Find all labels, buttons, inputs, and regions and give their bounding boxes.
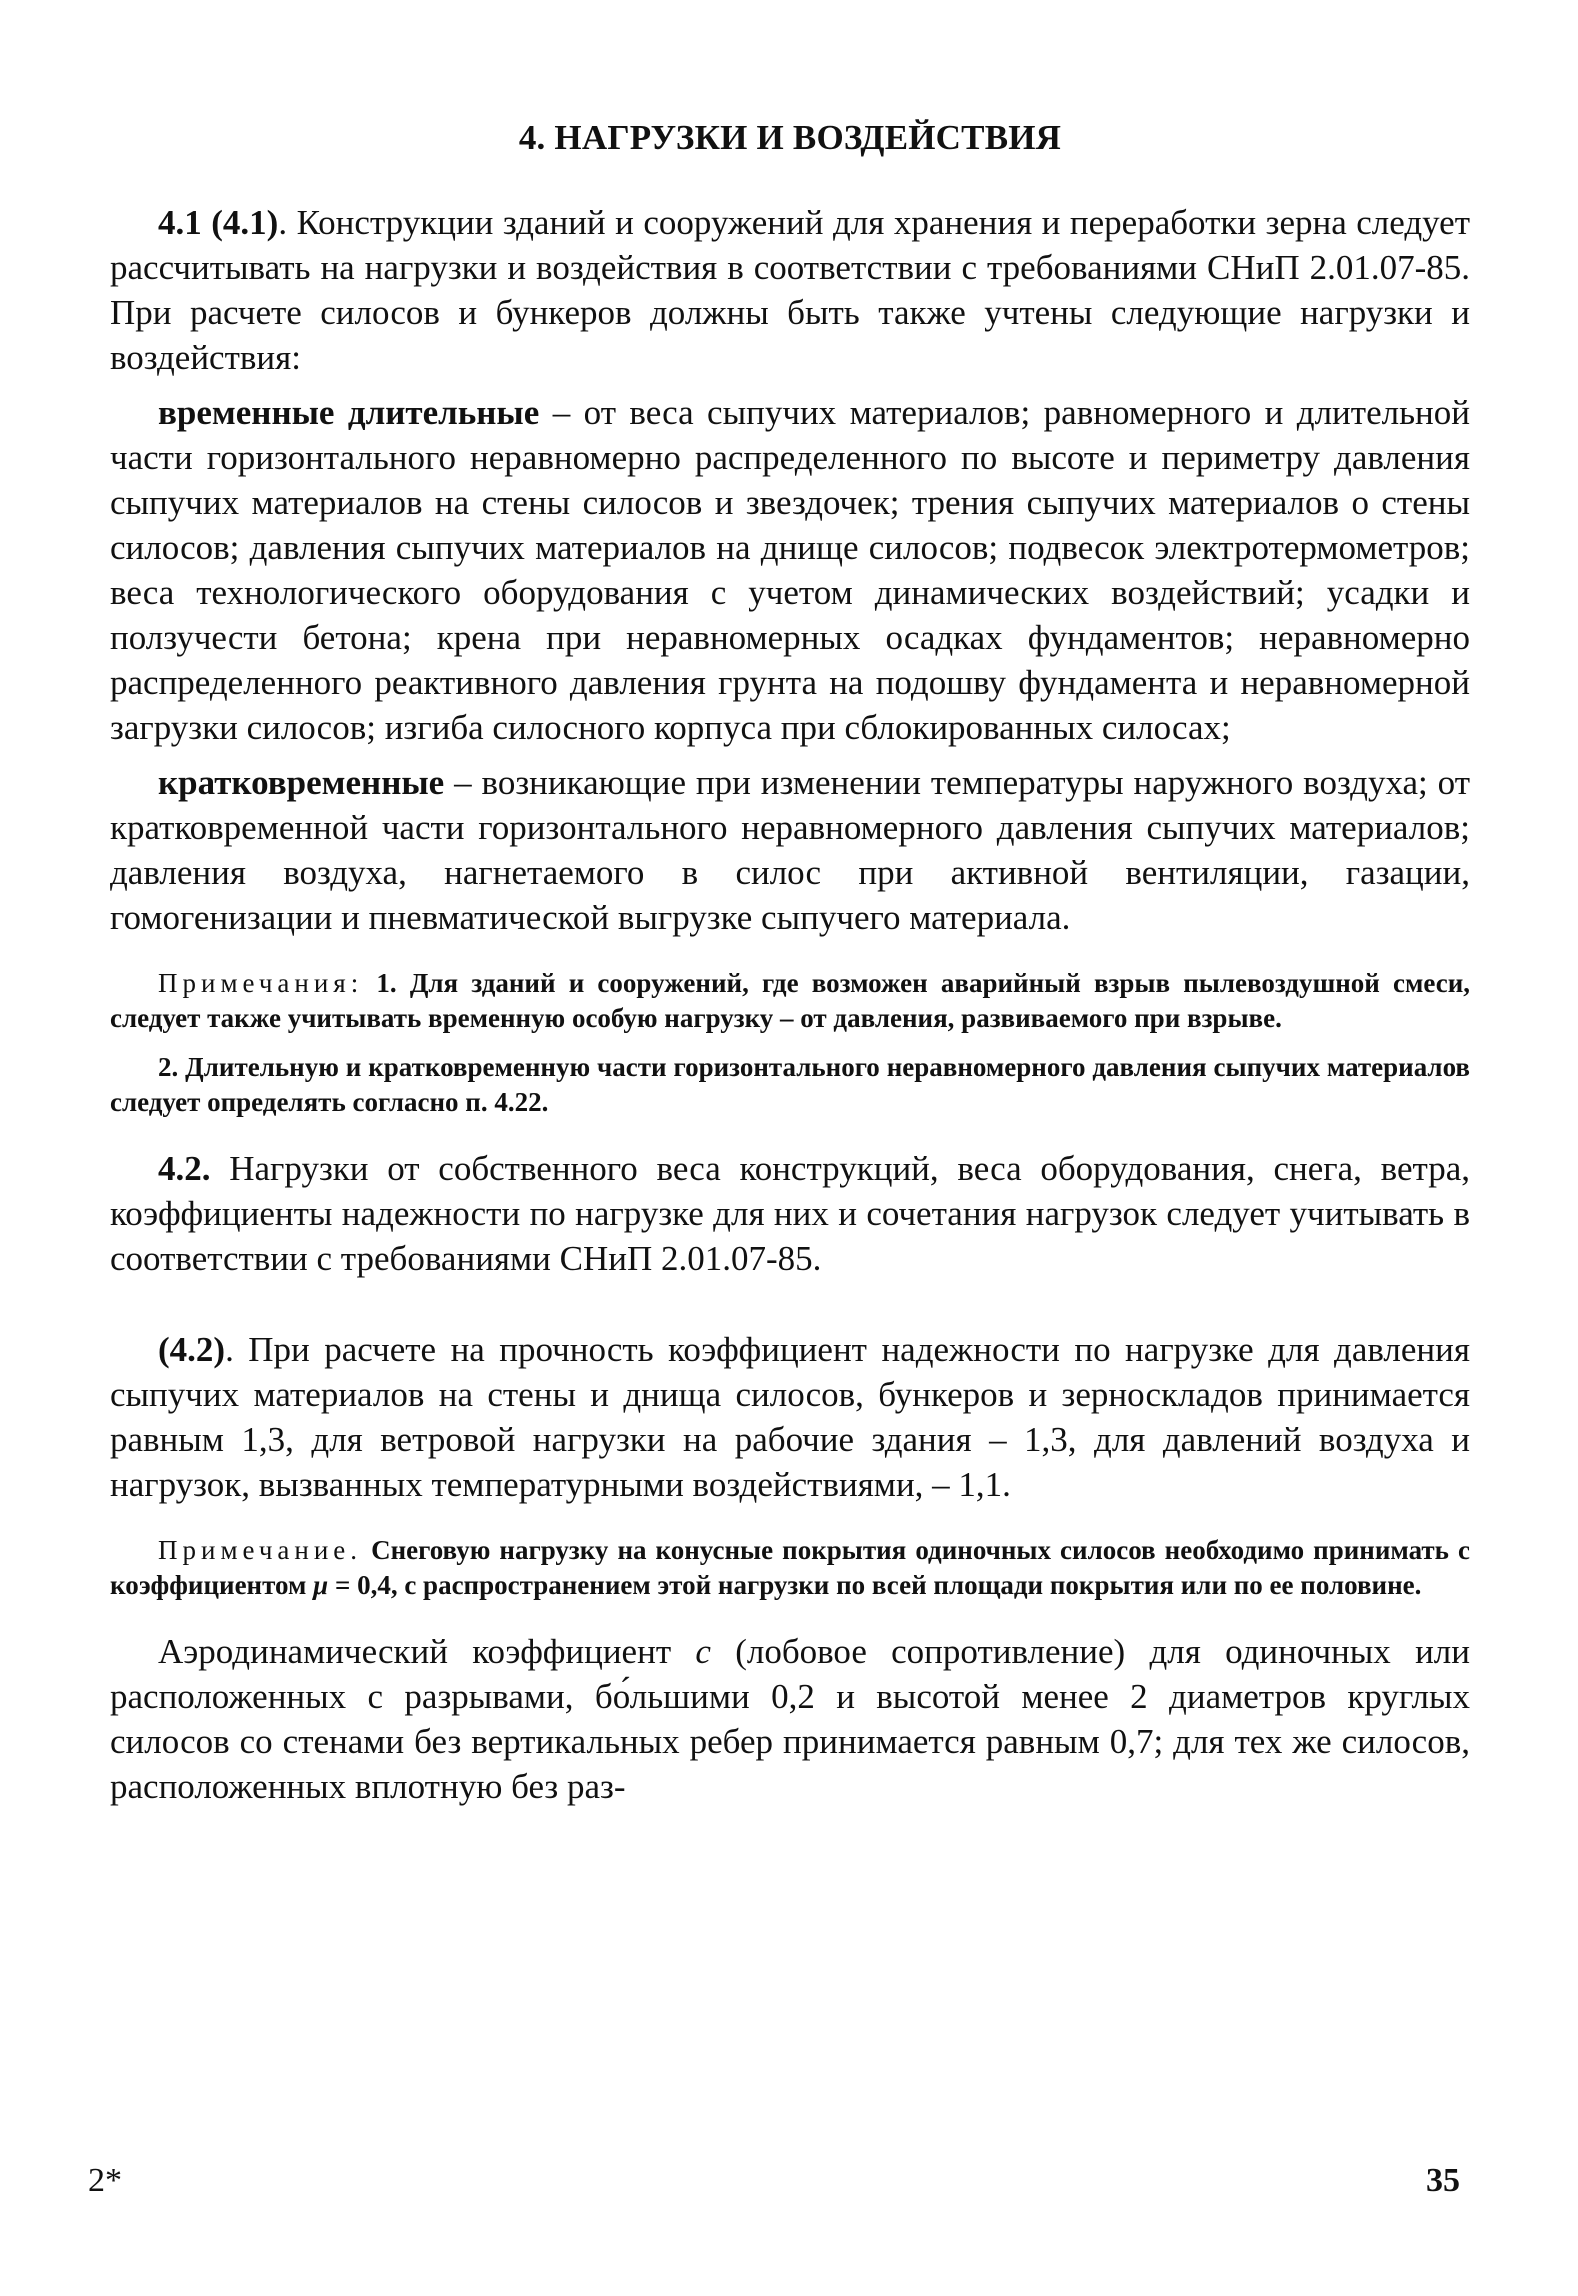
mu-symbol: μ [313, 1570, 329, 1600]
section-heading: 4. НАГРУЗКИ И ВОЗДЕЙСТВИЯ [518, 118, 1062, 157]
paragraph-aerodynamic [110, 1629, 1470, 1809]
term-short-term: кратковременные [158, 763, 445, 802]
paragraph-text: – от веса сыпучих материалов; равномерного и длительной части горизонтального неравномерно распределенного по высоте и периметру давления сыпучих материалов на стены силосов и звездочек; трения сыпучих материалов о стены силосов; давления сыпучих материалов на днище силосов; подвесок электротермометров; веса технологического оборудования с учетом динамических воздействий; усадки и ползучести бетона; крена при неравномерных осадках фундаментов; неравномерно распределенного реактивного давления грунта на подошву фундамента и неравномерной загрузки силосов; изгиба силосного корпуса при сблокированных силосах; [110, 393, 1470, 747]
paragraph-short-term-loads [110, 760, 1470, 940]
paragraph-text-2: (лобовое сопротивление) для одиночных или расположенных с разрывами, бо́льшими 0,2 и высотой менее 2 диаметров круглых силосов со стенами без вертикальных ребер принимается равным 0,7; для тех же силосов, расположенных вплотную без раз- [110, 1632, 1470, 1806]
note-text-1: Снеговую нагрузку на конусные покрытия одиночных силосов необходимо принимать с коэффициентом [110, 1535, 1470, 1600]
page-number: 35 [1426, 2162, 1460, 2199]
notes-block-2 [110, 1050, 1470, 1120]
paragraph-4-2 [110, 1146, 1470, 1281]
note-2-text: 2. Длительную и кратковременную части горизонтального неравномерного давления сыпучих материалов следует определять согласно п. 4.22. [110, 1052, 1470, 1117]
note-1-text: 1. Для зданий и сооружений, где возможен аварийный взрыв пылевоздушной смеси, следует также учитывать временную особую нагрузку – от давления, развиваемого при взрыве. [110, 968, 1470, 1033]
clause-number: (4.2) [158, 1330, 226, 1369]
note-snow-load [110, 1533, 1470, 1603]
paragraph-long-term-loads [110, 390, 1470, 750]
notes-label: Примечания: [158, 968, 364, 998]
paragraph-text: . При расчете на прочность коэффициент надежности по нагрузке для давления сыпучих материалов на стены и днища силосов, бункеров и зерноскладов принимается равным 1,3, для ветровой нагрузки на рабочие здания – 1,3, для давлений воздуха и нагрузок, вызванных температурными воздействиями, – 1,1. [110, 1330, 1470, 1504]
document-page [110, 118, 1470, 1819]
paragraph-text: Нагрузки от собственного веса конструкций, веса оборудования, снега, ветра, коэффициенты надежности по нагрузке для них и сочетания нагрузок следует учитывать в соответствии с требованиями СНиП 2.01.07-85. [110, 1149, 1470, 1278]
notes-block-1 [110, 966, 1470, 1036]
clause-number: 4.2. [158, 1149, 211, 1188]
signature-mark: 2* [88, 2162, 122, 2199]
c-symbol: c [695, 1632, 711, 1671]
note-label: Примечание. [158, 1535, 363, 1565]
paragraph-text: . Конструкции зданий и сооружений для хранения и переработки зерна следует рассчитывать на нагрузки и воздействия в соответствии с требованиями СНиП 2.01.07-85. При расчете силосов и бункеров должны быть также учтены следующие нагрузки и воздействия: [110, 203, 1471, 377]
term-long-term: временные длительные [158, 393, 540, 432]
paragraph-4-1 [110, 200, 1470, 380]
paragraph-text: – возникающие при изменении температуры наружного воздуха; от кратковременной части горизонтального неравномерного давления сыпучих материалов; давления воздуха, нагнетаемого в силос при активной вентиляции, газации, гомогенизации и пневматической выгрузке сыпучего материала. [110, 763, 1470, 937]
note-text-2: = 0,4, с распространением этой нагрузки по всей площади покрытия или по ее половине. [328, 1570, 1422, 1600]
clause-number: 4.1 (4.1) [158, 203, 279, 242]
paragraph-text-1: Аэродинамический коэффициент [158, 1632, 696, 1671]
paragraph-4-2-b [110, 1327, 1470, 1507]
page-footer [88, 2162, 1460, 2200]
